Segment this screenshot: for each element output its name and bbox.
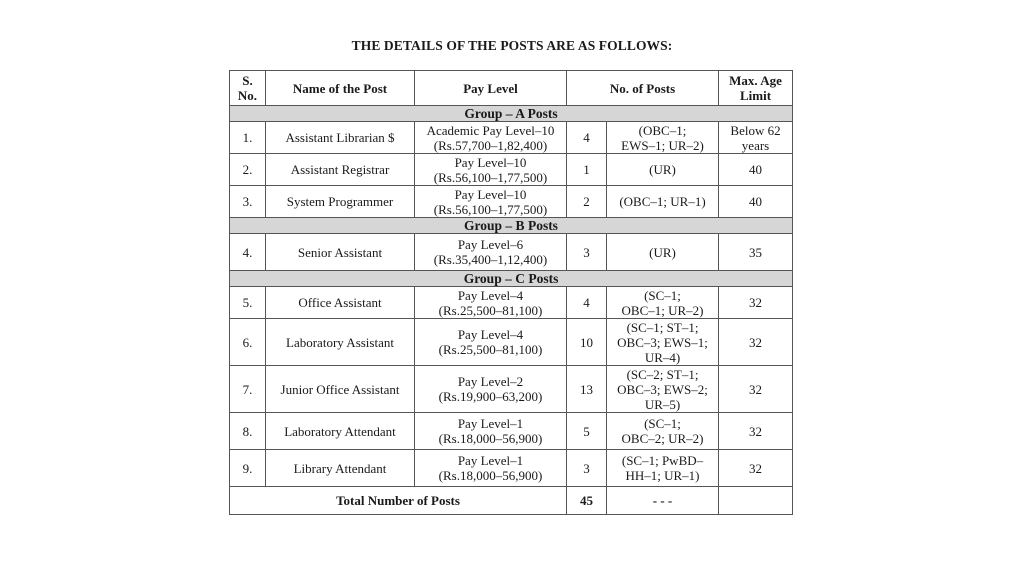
- pay-level-text: Pay Level–4: [457, 287, 524, 303]
- pay-scale-text: (Rs.19,900–63,200): [438, 389, 543, 404]
- row-pay-level: [415, 287, 567, 319]
- group-row: [230, 106, 793, 122]
- table-row: [230, 234, 793, 271]
- table-row: [230, 366, 793, 413]
- table-header-row: [230, 71, 793, 106]
- header-max-age: Max. Age Limit: [719, 71, 793, 106]
- row-post-count: 1: [567, 154, 607, 186]
- row-sno: 4.: [230, 234, 266, 271]
- row-pay-level: [415, 366, 567, 413]
- category-line: (SC–2; ST–1;: [626, 366, 699, 382]
- row-category-split: [607, 287, 719, 319]
- table-row: [230, 287, 793, 319]
- row-max-age: [719, 122, 793, 154]
- table-row: [230, 186, 793, 218]
- row-post-name: Library Attendant: [266, 450, 415, 487]
- row-sno: 1.: [230, 122, 266, 154]
- group-a-label: Group – A Posts: [230, 106, 793, 122]
- age-line: years: [741, 137, 770, 153]
- category-line: (SC–1; ST–1;: [626, 319, 699, 335]
- row-sno: 8.: [230, 413, 266, 450]
- table-row: [230, 122, 793, 154]
- row-post-count: 4: [567, 287, 607, 319]
- pay-scale-text: (Rs.56,100–1,77,500): [433, 169, 548, 185]
- pay-level-text: Pay Level–10: [454, 186, 527, 202]
- row-category-split: (OBC–1; UR–1): [607, 186, 719, 218]
- row-post-count: 2: [567, 186, 607, 218]
- row-category-split: [607, 366, 719, 413]
- row-pay-level: [415, 450, 567, 487]
- row-category-split: [607, 122, 719, 154]
- total-label: Total Number of Posts: [230, 487, 567, 515]
- row-max-age: 32: [719, 450, 793, 487]
- row-pay-level: [415, 186, 567, 218]
- table-row: [230, 319, 793, 366]
- row-post-count: 3: [567, 234, 607, 271]
- row-category-split: (UR): [607, 154, 719, 186]
- row-sno: 5.: [230, 287, 266, 319]
- table-row: [230, 413, 793, 450]
- pay-scale-text: (Rs.57,700–1,82,400): [433, 137, 548, 153]
- row-post-count: 5: [567, 413, 607, 450]
- row-post-name: Laboratory Attendant: [266, 413, 415, 450]
- total-empty-cell: [719, 487, 793, 515]
- row-sno: 2.: [230, 154, 266, 186]
- pay-scale-text: (Rs.25,500–81,100): [438, 302, 543, 318]
- row-post-name: Assistant Librarian $: [266, 122, 415, 154]
- group-row: [230, 271, 793, 287]
- row-max-age: 40: [719, 186, 793, 218]
- row-category-split: [607, 413, 719, 450]
- row-pay-level: [415, 154, 567, 186]
- category-line: (SC–1;: [644, 287, 681, 303]
- category-line: (SC–1;: [644, 416, 681, 431]
- row-pay-level: [415, 413, 567, 450]
- category-line: HH–1; UR–1): [625, 468, 700, 483]
- page-title: THE DETAILS OF THE POSTS ARE AS FOLLOWS:: [351, 38, 673, 53]
- row-max-age: 32: [719, 319, 793, 366]
- row-sno: 9.: [230, 450, 266, 487]
- row-category-split: [607, 450, 719, 487]
- row-post-name: System Programmer: [266, 186, 415, 218]
- row-category-split: (UR): [607, 234, 719, 271]
- category-line: UR–4): [644, 349, 681, 365]
- row-max-age: 32: [719, 413, 793, 450]
- pay-scale-text: (Rs.35,400–1,12,400): [433, 252, 548, 267]
- row-post-count: 3: [567, 450, 607, 487]
- row-max-age: 32: [719, 366, 793, 413]
- category-line: OBC–2; UR–2): [621, 431, 704, 446]
- posts-table: [229, 70, 793, 515]
- group-c-label: Group – C Posts: [230, 271, 793, 287]
- row-post-name: Assistant Registrar: [266, 154, 415, 186]
- row-pay-level: [415, 122, 567, 154]
- row-post-count: 4: [567, 122, 607, 154]
- category-line: OBC–3; EWS–1;: [617, 334, 708, 350]
- pay-level-text: Pay Level–1: [457, 453, 524, 468]
- row-pay-level: [415, 319, 567, 366]
- category-line: OBC–1; UR–2): [621, 302, 704, 318]
- category-line: (OBC–1;: [638, 122, 687, 138]
- pay-level-text: Pay Level–2: [457, 374, 524, 389]
- pay-level-text: Pay Level–4: [457, 327, 524, 342]
- age-line: Below 62: [730, 122, 781, 138]
- group-row: [230, 218, 793, 234]
- total-row: [230, 487, 793, 515]
- row-sno: 3.: [230, 186, 266, 218]
- pay-level-text: Pay Level–6: [457, 237, 524, 252]
- group-b-label: Group – B Posts: [230, 218, 793, 234]
- header-no-of-posts: No. of Posts: [567, 71, 719, 106]
- pay-scale-text: (Rs.25,500–81,100): [438, 342, 543, 357]
- row-post-count: 13: [567, 366, 607, 413]
- row-post-name: Junior Office Assistant: [266, 366, 415, 413]
- row-pay-level: [415, 234, 567, 271]
- row-category-split: [607, 319, 719, 366]
- pay-level-text: Academic Pay Level–10: [426, 122, 555, 138]
- pay-level-text: Pay Level–10: [454, 154, 527, 170]
- row-max-age: 35: [719, 234, 793, 271]
- row-max-age: 32: [719, 287, 793, 319]
- total-dash: - - -: [607, 487, 719, 515]
- header-sno: S. No.: [230, 71, 266, 106]
- row-post-name: Laboratory Assistant: [266, 319, 415, 366]
- row-max-age: 40: [719, 154, 793, 186]
- table-row: [230, 154, 793, 186]
- category-line: UR–5): [644, 396, 681, 412]
- row-sno: 6.: [230, 319, 266, 366]
- row-post-name: Office Assistant: [266, 287, 415, 319]
- row-sno: 7.: [230, 366, 266, 413]
- table-row: [230, 450, 793, 487]
- pay-level-text: Pay Level–1: [457, 416, 524, 431]
- category-line: EWS–1; UR–2): [621, 137, 704, 153]
- pay-scale-text: (Rs.18,000–56,900): [438, 468, 543, 483]
- total-count: 45: [567, 487, 607, 515]
- pay-scale-text: (Rs.18,000–56,900): [438, 431, 543, 446]
- row-post-count: 10: [567, 319, 607, 366]
- pay-scale-text: (Rs.56,100–1,77,500): [433, 201, 548, 217]
- header-pay-level: Pay Level: [415, 71, 567, 106]
- row-post-name: Senior Assistant: [266, 234, 415, 271]
- category-line: OBC–3; EWS–2;: [617, 381, 708, 397]
- header-name: Name of the Post: [266, 71, 415, 106]
- category-line: (SC–1; PwBD–: [621, 453, 704, 468]
